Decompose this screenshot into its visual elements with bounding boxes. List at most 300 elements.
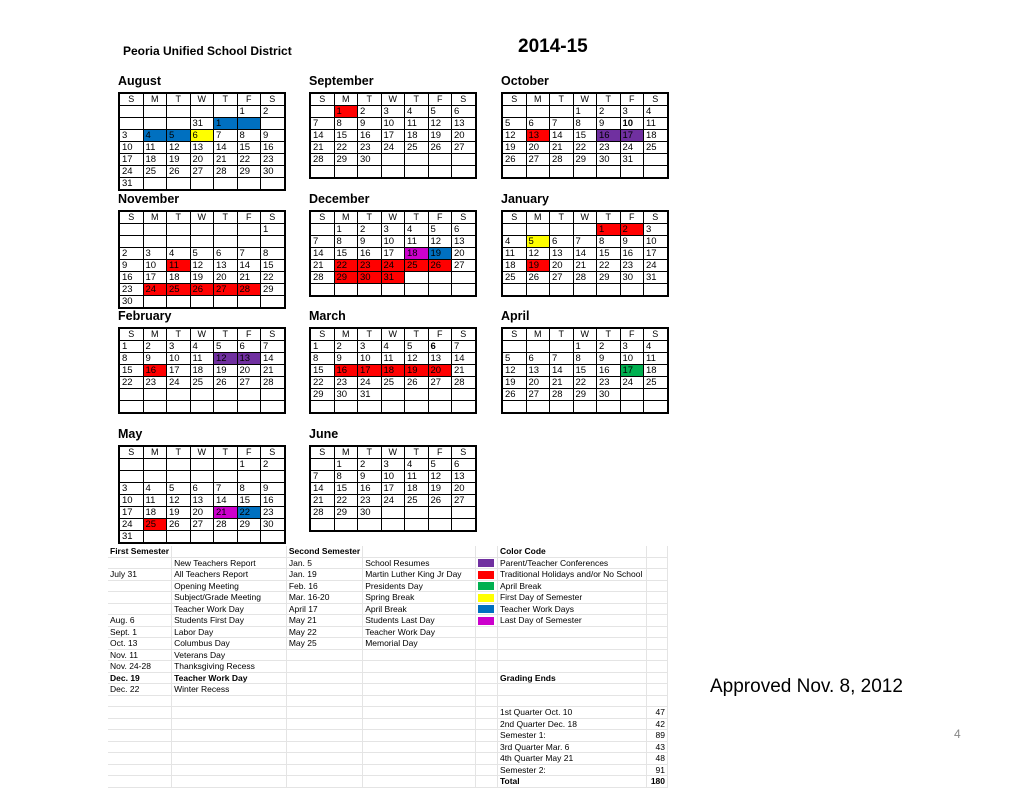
day-cell: [237, 296, 261, 309]
day-cell: 18: [405, 483, 429, 495]
day-cell: 2: [358, 224, 382, 236]
day-cell: 29: [261, 284, 285, 296]
day-cell: 4: [405, 459, 429, 471]
legend-cell: Feb. 16: [286, 580, 362, 592]
weekday-header: W: [190, 93, 214, 106]
day-cell: 9: [358, 118, 382, 130]
day-cell: 16: [261, 495, 285, 507]
day-cell: 29: [310, 389, 334, 401]
day-cell: [452, 519, 476, 532]
day-cell: 9: [119, 260, 143, 272]
day-cell: 19: [167, 507, 191, 519]
day-cell: [167, 106, 191, 118]
day-cell: 26: [167, 519, 191, 531]
day-cell: [214, 401, 238, 414]
day-cell: 4: [644, 341, 668, 353]
legend-cell: [647, 592, 668, 604]
day-cell: 20: [190, 154, 214, 166]
day-cell: 14: [214, 495, 238, 507]
day-cell: 16: [597, 130, 621, 142]
legend-cell: Mar. 16-20: [286, 592, 362, 604]
legend-cell: Labor Day: [172, 626, 287, 638]
legend-cell: All Teachers Report: [172, 569, 287, 581]
month-name: September: [309, 74, 374, 88]
weekday-header: T: [358, 328, 382, 341]
day-cell: 10: [381, 471, 405, 483]
day-cell: 15: [573, 130, 597, 142]
day-cell: 10: [143, 260, 167, 272]
day-cell: [405, 401, 429, 414]
day-cell: [381, 519, 405, 532]
legend-cell: [286, 672, 362, 684]
day-cell: 23: [358, 142, 382, 154]
month-name: April: [501, 309, 530, 323]
day-cell: 15: [334, 130, 358, 142]
day-cell: [119, 401, 143, 414]
day-cell: 14: [214, 142, 238, 154]
legend-cell: [476, 661, 498, 673]
day-cell: 1: [334, 106, 358, 118]
day-cell: 21: [310, 260, 334, 272]
day-cell: 11: [644, 353, 668, 365]
day-cell: 17: [167, 365, 191, 377]
day-cell: 29: [237, 519, 261, 531]
day-cell: [143, 459, 167, 471]
day-cell: 27: [452, 495, 476, 507]
day-cell: [190, 236, 214, 248]
legend-cell: [476, 684, 498, 696]
month-name: March: [309, 309, 346, 323]
day-cell: [143, 389, 167, 401]
day-cell: 16: [358, 483, 382, 495]
day-cell: [452, 166, 476, 179]
legend-cell: [476, 741, 498, 753]
day-cell: [644, 401, 668, 414]
day-cell: 25: [167, 284, 191, 296]
day-cell: [119, 471, 143, 483]
legend-cell: [647, 615, 668, 627]
day-cell: 27: [526, 389, 550, 401]
day-cell: [190, 401, 214, 414]
day-cell: 1: [261, 224, 285, 236]
legend-cell: 3rd Quarter Mar. 6: [497, 741, 646, 753]
day-cell: 26: [502, 154, 526, 166]
day-cell: 30: [620, 272, 644, 284]
day-cell: 18: [190, 365, 214, 377]
day-cell: [550, 224, 574, 236]
weekday-header: S: [452, 93, 476, 106]
day-cell: 1: [237, 106, 261, 118]
legend-cell: First Semester: [108, 546, 172, 557]
day-cell: 8: [119, 353, 143, 365]
legend-cell: Semester 2:: [497, 764, 646, 776]
legend-cell: [172, 707, 287, 719]
day-cell: [167, 118, 191, 130]
day-cell: [261, 401, 285, 414]
day-cell: [550, 341, 574, 353]
weekday-header: T: [405, 211, 429, 224]
weekday-header: T: [167, 211, 191, 224]
weekday-header: T: [550, 211, 574, 224]
weekday-header: T: [358, 211, 382, 224]
legend-cell: Martin Luther King Jr Day: [363, 569, 476, 581]
day-cell: [214, 471, 238, 483]
month-april: [501, 309, 669, 414]
legend-cell: [108, 764, 172, 776]
day-cell: 12: [428, 118, 452, 130]
day-cell: 14: [310, 130, 334, 142]
month-name: November: [118, 192, 180, 206]
day-cell: 2: [261, 459, 285, 471]
day-cell: [190, 531, 214, 544]
legend-cell: Grading Ends: [497, 672, 646, 684]
month-january: [501, 192, 669, 297]
day-cell: 18: [167, 272, 191, 284]
page-number: 4: [954, 727, 961, 741]
legend-cell: [647, 672, 668, 684]
day-cell: [381, 507, 405, 519]
legend-cell: New Teachers Report: [172, 557, 287, 569]
day-cell: [237, 401, 261, 414]
legend-cell: Oct. 13: [108, 638, 172, 650]
day-cell: [620, 166, 644, 179]
legend-cell: [108, 603, 172, 615]
day-cell: [358, 519, 382, 532]
day-cell: 25: [502, 272, 526, 284]
day-cell: 25: [644, 377, 668, 389]
day-cell: 15: [261, 260, 285, 272]
day-cell: 19: [190, 272, 214, 284]
legend-cell: July 31: [108, 569, 172, 581]
district-title: Peoria Unified School District: [123, 44, 292, 58]
legend-cell: [108, 557, 172, 569]
weekday-header: S: [502, 328, 526, 341]
day-cell: 28: [237, 284, 261, 296]
day-cell: 8: [597, 236, 621, 248]
day-cell: 29: [334, 154, 358, 166]
day-cell: 17: [620, 365, 644, 377]
legend-cell: 47: [647, 707, 668, 719]
day-cell: 1: [119, 341, 143, 353]
day-cell: 24: [143, 284, 167, 296]
day-cell: 10: [381, 118, 405, 130]
day-cell: [214, 236, 238, 248]
day-cell: [526, 106, 550, 118]
month-name: August: [118, 74, 162, 88]
legend-cell: Dec. 22: [108, 684, 172, 696]
day-cell: 5: [502, 353, 526, 365]
day-cell: [428, 272, 452, 284]
day-cell: 18: [143, 154, 167, 166]
day-cell: [526, 341, 550, 353]
legend-cell: Jan. 19: [286, 569, 362, 581]
legend-cell: Nov. 24-28: [108, 661, 172, 673]
color-swatch: [476, 592, 498, 604]
weekday-header: S: [452, 446, 476, 459]
day-cell: 28: [310, 272, 334, 284]
day-cell: 19: [526, 260, 550, 272]
weekday-header: M: [334, 211, 358, 224]
weekday-header: F: [620, 328, 644, 341]
legend-cell: April Break: [363, 603, 476, 615]
day-cell: 27: [550, 272, 574, 284]
legend-cell: [286, 718, 362, 730]
month-december: [309, 192, 477, 297]
day-cell: [190, 389, 214, 401]
day-cell: 17: [119, 154, 143, 166]
legend-cell: [363, 718, 476, 730]
day-cell: 6: [428, 341, 452, 353]
legend-cell: [497, 661, 646, 673]
day-cell: 3: [644, 224, 668, 236]
legend-cell: Thanksgiving Recess: [172, 661, 287, 673]
day-cell: 6: [190, 130, 214, 142]
day-cell: 5: [190, 248, 214, 260]
day-cell: 20: [526, 142, 550, 154]
legend-cell: Semester 1:: [497, 730, 646, 742]
day-cell: 4: [405, 106, 429, 118]
legend-cell: Jan. 5: [286, 557, 362, 569]
legend-cell: [476, 776, 498, 788]
color-swatch: [476, 580, 498, 592]
day-cell: 1: [597, 224, 621, 236]
day-cell: 23: [143, 377, 167, 389]
weekday-header: T: [167, 328, 191, 341]
day-cell: 28: [550, 154, 574, 166]
day-cell: 1: [334, 224, 358, 236]
legend-cell: Teacher Work Days: [497, 603, 646, 615]
weekday-header: T: [214, 328, 238, 341]
day-cell: 5: [502, 118, 526, 130]
month-table: [309, 445, 477, 532]
legend-cell: [647, 626, 668, 638]
day-cell: [261, 471, 285, 483]
weekday-header: F: [428, 328, 452, 341]
month-name: December: [309, 192, 370, 206]
legend-cell: [172, 695, 287, 707]
day-cell: 31: [381, 272, 405, 284]
day-cell: 1: [237, 459, 261, 471]
day-cell: [261, 531, 285, 544]
weekday-header: S: [261, 93, 285, 106]
day-cell: [214, 296, 238, 309]
day-cell: [381, 166, 405, 179]
legend-cell: [647, 649, 668, 661]
day-cell: 17: [358, 365, 382, 377]
day-cell: 9: [597, 118, 621, 130]
day-cell: 7: [310, 118, 334, 130]
month-name: February: [118, 309, 172, 323]
day-cell: 5: [428, 459, 452, 471]
legend-cell: [476, 730, 498, 742]
legend-cell: [497, 626, 646, 638]
weekday-header: T: [405, 328, 429, 341]
day-cell: 6: [452, 106, 476, 118]
day-cell: 3: [381, 106, 405, 118]
month-september: [309, 74, 477, 179]
day-cell: 16: [261, 142, 285, 154]
day-cell: 14: [573, 248, 597, 260]
day-cell: 2: [119, 248, 143, 260]
day-cell: 31: [119, 531, 143, 544]
day-cell: [573, 284, 597, 297]
day-cell: 9: [358, 236, 382, 248]
month-august: [118, 74, 286, 191]
weekday-header: T: [214, 211, 238, 224]
legend-cell: Veterans Day: [172, 649, 287, 661]
day-cell: 25: [405, 142, 429, 154]
weekday-header: T: [405, 93, 429, 106]
day-cell: 25: [190, 377, 214, 389]
legend-cell: [476, 718, 498, 730]
day-cell: [334, 166, 358, 179]
day-cell: 18: [405, 248, 429, 260]
weekday-header: W: [190, 446, 214, 459]
legend-cell: [172, 764, 287, 776]
day-cell: 21: [237, 272, 261, 284]
day-cell: 2: [334, 341, 358, 353]
day-cell: 14: [550, 365, 574, 377]
legend-cell: [286, 684, 362, 696]
weekday-header: M: [526, 328, 550, 341]
day-cell: 17: [644, 248, 668, 260]
legend-cell: [647, 684, 668, 696]
legend-cell: [476, 638, 498, 650]
swatch-first_day: [478, 594, 494, 602]
weekday-header: T: [597, 211, 621, 224]
day-cell: 29: [237, 166, 261, 178]
day-cell: 12: [526, 248, 550, 260]
day-cell: 24: [381, 495, 405, 507]
day-cell: [119, 118, 143, 130]
day-cell: 31: [620, 154, 644, 166]
day-cell: 4: [143, 130, 167, 142]
weekday-header: S: [119, 93, 143, 106]
legend-cell: [476, 707, 498, 719]
day-cell: 22: [597, 260, 621, 272]
day-cell: [237, 178, 261, 191]
day-cell: 8: [237, 483, 261, 495]
color-swatch: [476, 603, 498, 615]
day-cell: 28: [573, 272, 597, 284]
day-cell: [381, 389, 405, 401]
legend-cell: [286, 764, 362, 776]
day-cell: 19: [214, 365, 238, 377]
day-cell: 5: [428, 224, 452, 236]
weekday-header: M: [143, 211, 167, 224]
day-cell: 7: [310, 471, 334, 483]
day-cell: [143, 531, 167, 544]
day-cell: 23: [261, 154, 285, 166]
day-cell: 24: [620, 377, 644, 389]
day-cell: 11: [143, 142, 167, 154]
day-cell: 22: [237, 507, 261, 519]
weekday-header: T: [597, 93, 621, 106]
day-cell: 20: [550, 260, 574, 272]
day-cell: 25: [405, 260, 429, 272]
day-cell: 10: [381, 236, 405, 248]
weekday-header: T: [214, 93, 238, 106]
legend-cell: [108, 718, 172, 730]
day-cell: 27: [526, 154, 550, 166]
weekday-header: F: [428, 211, 452, 224]
legend-cell: [286, 707, 362, 719]
day-cell: 23: [334, 377, 358, 389]
day-cell: [550, 166, 574, 179]
day-cell: 15: [334, 483, 358, 495]
day-cell: 4: [502, 236, 526, 248]
day-cell: [428, 284, 452, 297]
legend-cell: Second Semester: [286, 546, 362, 557]
day-cell: 18: [405, 130, 429, 142]
day-cell: [190, 178, 214, 191]
weekday-header: S: [310, 211, 334, 224]
day-cell: 3: [381, 224, 405, 236]
legend-cell: [647, 546, 668, 557]
day-cell: [620, 284, 644, 297]
day-cell: 14: [452, 353, 476, 365]
day-cell: [428, 154, 452, 166]
day-cell: 22: [237, 154, 261, 166]
day-cell: [237, 531, 261, 544]
day-cell: 2: [261, 106, 285, 118]
swatch-holiday: [478, 571, 494, 579]
day-cell: 31: [190, 118, 214, 130]
weekday-header: T: [550, 93, 574, 106]
legend-cell: [172, 741, 287, 753]
legend-cell: [476, 626, 498, 638]
day-cell: 22: [119, 377, 143, 389]
day-cell: [119, 459, 143, 471]
legend-cell: [172, 730, 287, 742]
day-cell: 22: [334, 260, 358, 272]
legend-cell: [647, 638, 668, 650]
legend-cell: [476, 764, 498, 776]
day-cell: 7: [310, 236, 334, 248]
day-cell: 4: [167, 248, 191, 260]
month-table: [501, 92, 669, 179]
day-cell: 26: [428, 495, 452, 507]
day-cell: 20: [526, 377, 550, 389]
day-cell: [119, 224, 143, 236]
color-swatch: [476, 557, 498, 569]
legend-cell: [363, 546, 476, 557]
day-cell: 31: [119, 178, 143, 191]
day-cell: 12: [428, 236, 452, 248]
day-cell: [334, 519, 358, 532]
day-cell: [310, 459, 334, 471]
weekday-header: F: [237, 211, 261, 224]
day-cell: 30: [358, 272, 382, 284]
legend-cell: 43: [647, 741, 668, 753]
day-cell: 23: [261, 507, 285, 519]
day-cell: [428, 519, 452, 532]
day-cell: 30: [358, 154, 382, 166]
day-cell: 20: [428, 365, 452, 377]
day-cell: 30: [597, 154, 621, 166]
day-cell: 7: [573, 236, 597, 248]
day-cell: 23: [620, 260, 644, 272]
day-cell: [573, 224, 597, 236]
month-may: [118, 427, 286, 544]
day-cell: 13: [550, 248, 574, 260]
swatch-workday: [478, 605, 494, 613]
day-cell: 24: [167, 377, 191, 389]
day-cell: 30: [597, 389, 621, 401]
day-cell: 13: [526, 365, 550, 377]
day-cell: 21: [452, 365, 476, 377]
day-cell: [190, 459, 214, 471]
